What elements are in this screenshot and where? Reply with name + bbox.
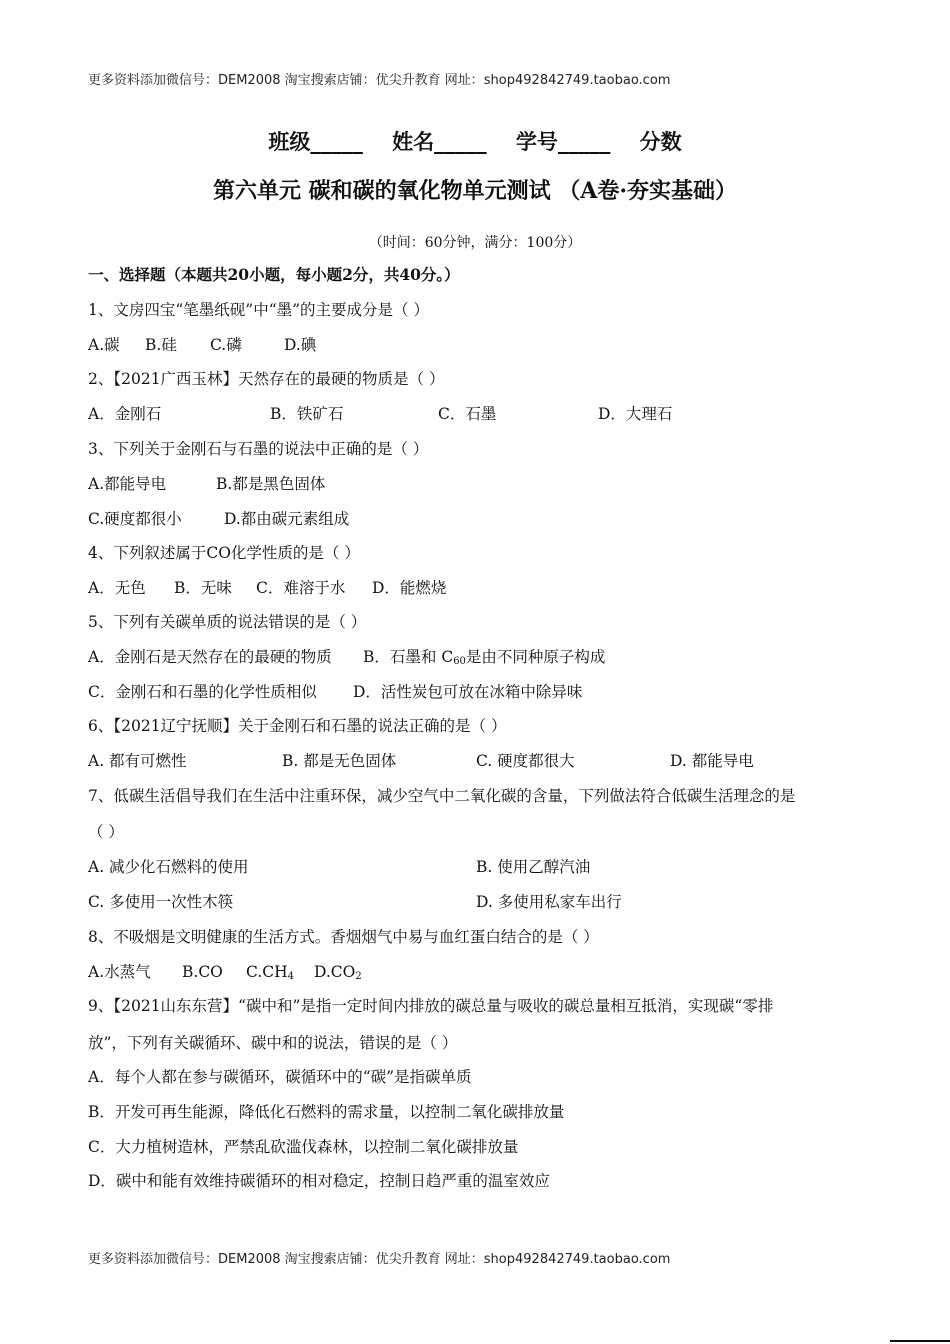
q9-option-c: C．大力植树造林，严禁乱砍滥伐森林，以控制二氧化碳排放量 [88,1138,519,1156]
q9-option-b: B．开发可再生能源，降低化石燃料的需求量，以控制二氧化碳排放量 [88,1103,565,1121]
student-info-line: 班级_____ 姓名_____ 学号_____ 分数 [268,129,682,154]
q2-option-b: B．铁矿石 [270,405,344,423]
q8-option-c-text: C.CH [246,963,288,981]
q8-option-c-subscript: 4 [287,971,294,982]
question-5-stem: 5、下列有关碳单质的说法错误的是（ ） [88,613,367,631]
q6-option-a: A. 都有可燃性 [88,752,187,770]
q3-option-c: C.硬度都很小 [88,510,182,528]
q8-option-c [246,962,294,987]
q5-option-a: A．金刚石是天然存在的最硬的物质 [88,648,332,666]
q4-option-c: C．难溶于水 [256,579,346,597]
q8-option-b: B.CO [182,963,223,981]
corner-rule [890,1340,950,1342]
q5-option-d: D．活性炭包可放在冰箱中除异味 [353,683,583,701]
question-9-stem-line1: 9、【2021山东东营】“碳中和”是指一定时间内排放的碳总量与吸收的碳总量相互抵消，实现碳“零排 [88,997,774,1015]
q2-option-c: C．石墨 [438,405,497,423]
q1-option-b: B.硅 [145,336,177,354]
q4-option-b: B．无味 [174,579,232,597]
q6-option-d: D. 都能导电 [670,752,754,770]
question-3-stem: 3、下列关于金刚石与石墨的说法中正确的是（ ） [88,440,429,458]
document-title: 第六单元 碳和碳的氧化物单元测试 （A卷·夯实基础） [212,178,738,204]
q9-option-d: D．碳中和能有效维持碳循环的相对稳定，控制日趋严重的温室效应 [88,1172,550,1190]
q7-option-a: A. 减少化石燃料的使用 [88,858,249,876]
q7-option-d: D. 多使用私家车出行 [476,893,622,911]
question-6-stem: 6、【2021辽宁抚顺】关于金刚石和石墨的说法正确的是（ ） [88,717,507,735]
question-9-stem-line2: 放”，下列有关碳循环、碳中和的说法，错误的是（ ） [88,1034,458,1052]
question-4-stem: 4、下列叙述属于CO化学性质的是（ ） [88,544,360,562]
question-7-paren: （ ） [88,823,124,841]
q7-option-b: B. 使用乙醇汽油 [476,858,591,876]
q6-option-c: C. 硬度都很大 [476,752,575,770]
q1-option-c: C.磷 [210,336,242,354]
q3-option-d: D.都由碳元素组成 [224,510,350,528]
q5-option-b-subscript: 60 [453,656,466,667]
section-heading: 一、选择题（本题共20小题，每小题2分，共40分。） [88,265,460,284]
q8-option-d-subscript: 2 [355,971,362,982]
q1-option-a: A.碳 [88,336,120,354]
q5-option-b [363,647,605,672]
q2-option-d: D．大理石 [598,405,673,423]
q1-option-d: D.碘 [284,336,317,354]
page-footer: 更多资料添加微信号：DEM2008 淘宝搜索店铺：优尖升教育 网址：shop492842749.taobao.com [88,1252,671,1267]
q9-option-a: A．每个人都在参与碳循环，碳循环中的“碳”是指碳单质 [88,1068,472,1086]
q8-option-d [314,962,362,987]
q2-option-a: A．金刚石 [88,405,162,423]
page-header: 更多资料添加微信号：DEM2008 淘宝搜索店铺：优尖升教育 网址：shop492842749.taobao.com [88,73,671,88]
question-8-stem: 8、不吸烟是文明健康的生活方式。香烟烟气中易与血红蛋白结合的是（ ） [88,928,599,946]
q3-option-b: B.都是黑色固体 [216,475,326,493]
q3-option-a: A.都能导电 [88,475,167,493]
q8-option-d-text: D.CO [314,963,356,981]
q4-option-d: D．能燃烧 [372,579,447,597]
q6-option-b: B. 都是无色固体 [282,752,397,770]
q5-option-b-text-end: 是由不同种原子构成 [465,648,606,666]
q5-option-b-text: B．石墨和 C [363,648,454,666]
question-1-stem: 1、文房四宝“笔墨纸砚”中“墨”的主要成分是（ ） [88,301,429,319]
exam-meta: （时间：60分钟，满分：100分） [368,235,582,251]
q5-option-c: C．金刚石和石墨的化学性质相似 [88,683,317,701]
q4-option-a: A．无色 [88,579,146,597]
q7-option-c: C. 多使用一次性木筷 [88,893,234,911]
q8-option-a: A.水蒸气 [88,963,151,981]
question-7-stem: 7、低碳生活倡导我们在生活中注重环保，减少空气中二氧化碳的含量，下列做法符合低碳生活理念的是 [88,787,796,805]
question-2-stem: 2、【2021广西玉林】天然存在的最硬的物质是（ ） [88,370,445,388]
